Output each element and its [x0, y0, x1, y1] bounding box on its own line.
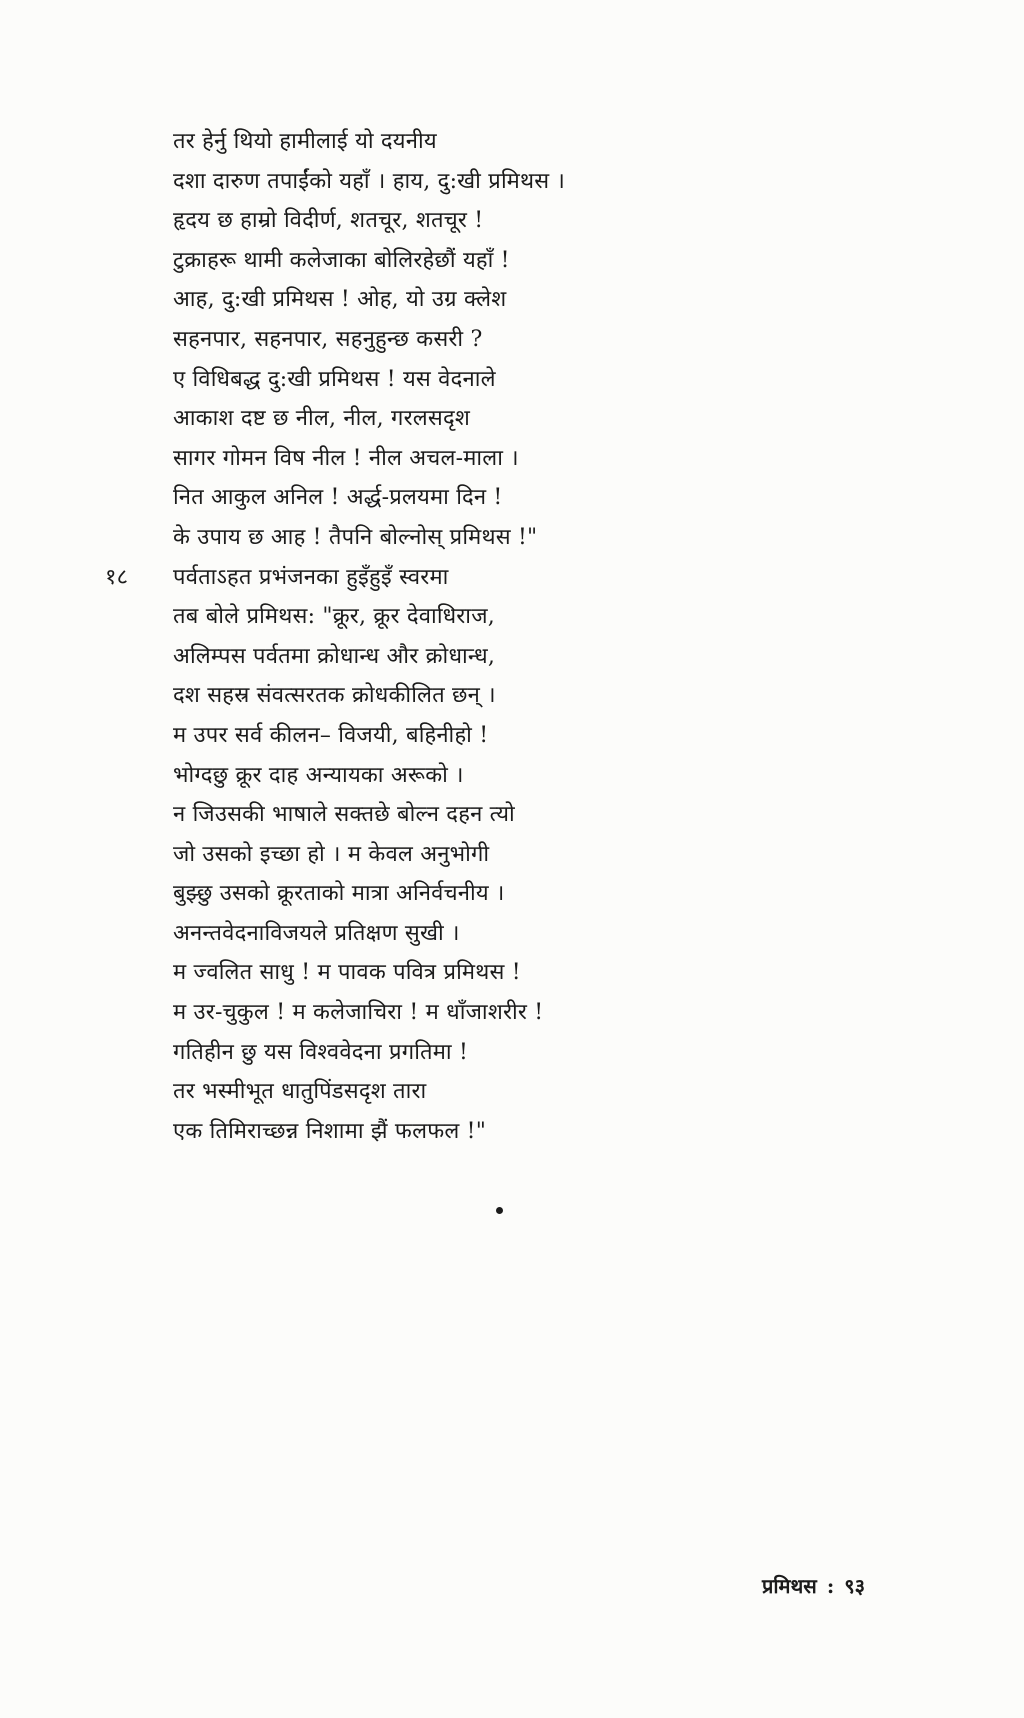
poem-line-9: सागर गोमन विष नील ! नील अचल-माला ।: [173, 445, 519, 471]
poem-line-26: एक तिमिराच्छन्न निशामा झैं फलफल !": [173, 1118, 487, 1144]
poem-line-10: नित आकुल अनिल ! अर्द्ध-प्रलयमा दिन !: [173, 485, 503, 511]
poem-line-14: अलिम्पस पर्वतमा क्रोधान्ध और क्रोधान्ध,: [173, 643, 496, 669]
poem-line-3: हृदय छ हाम्रो विदीर्ण, शतचूर, शतचूर !: [173, 208, 484, 234]
poem-line-1: तर हेर्नु थियो हामीलाई यो दयनीय: [173, 129, 437, 154]
poem-line-18: न जिउसकी भाषाले सक्तछे बोल्न दहन त्यो: [173, 802, 515, 828]
poem-line-13: तब बोले प्रमिथस: "क्रूर, क्रूर देवाधिराज,: [173, 604, 495, 630]
running-title: प्रमिथस: [762, 1574, 817, 1598]
poem-line-22: म ज्वलित साधु ! म पावक पवित्र प्रमिथस !: [173, 960, 521, 986]
poem-line-21: अनन्तवेदनाविजयले प्रतिक्षण सुखी ।: [173, 920, 460, 946]
poem-line-15: दश सहस्र संवत्सरतक क्रोधकीलित छन् ।: [173, 683, 496, 709]
footer-separator: :: [826, 1574, 835, 1598]
poem-line-12-text: पर्वताऽहत प्रभंजनका हुइँहुइँ स्वरमा: [173, 564, 449, 590]
poem-line-11: के उपाय छ आह ! तैपनि बोल्नोस् प्रमिथस !": [173, 524, 538, 550]
poem-line-7: ए विधिबद्ध दु:खी प्रमिथस ! यस वेदनाले: [173, 366, 496, 392]
poem-line-20: बुझ्छु उसको क्रूरताको मात्रा अनिर्वचनीय ।: [173, 881, 505, 907]
end-ornament-dot: [496, 1207, 503, 1214]
poem-line-17: भोग्दछु क्रूर दाह अन्यायका अरूको ।: [173, 762, 464, 788]
poem-line-25: तर भस्मीभूत धातुपिंडसदृश तारा: [173, 1079, 427, 1105]
poem-line-16: म उपर सर्व कीलन– विजयी, बहिनीहो !: [173, 722, 489, 748]
page-number: ९३: [844, 1574, 866, 1598]
poem-line-8: आकाश दष्ट छ नील, नील, गरलसदृश: [173, 406, 471, 432]
poem-line-19: जो उसको इच्छा हो । म केवल अनुभोगी: [173, 841, 490, 867]
poem-line-6: सहनपार, सहनपार, सहनुहुन्छ कसरी ?: [173, 326, 483, 352]
page-footer: [762, 1572, 865, 1599]
poem-line-4: टुक्राहरू थामी कलेजाका बोलिरहेछौं यहाँ !: [173, 247, 510, 273]
poem-line-5: आह, दु:खी प्रमिथस ! ओह, यो उग्र क्लेश: [173, 287, 507, 313]
poem-text: [105, 122, 693, 1151]
poem-line-12: [105, 558, 693, 598]
poem-line-24: गतिहीन छु यस विश्ववेदना प्रगतिमा !: [173, 1039, 469, 1065]
verse-number: १८: [105, 564, 129, 590]
poem-line-2: दशा दारुण तपाईंको यहाँ । हाय, दु:खी प्रमिथस ।: [173, 168, 566, 194]
poem-line-23: म उर-चुकुल ! म कलेजाचिरा ! म धाँजाशरीर !: [173, 1000, 544, 1026]
